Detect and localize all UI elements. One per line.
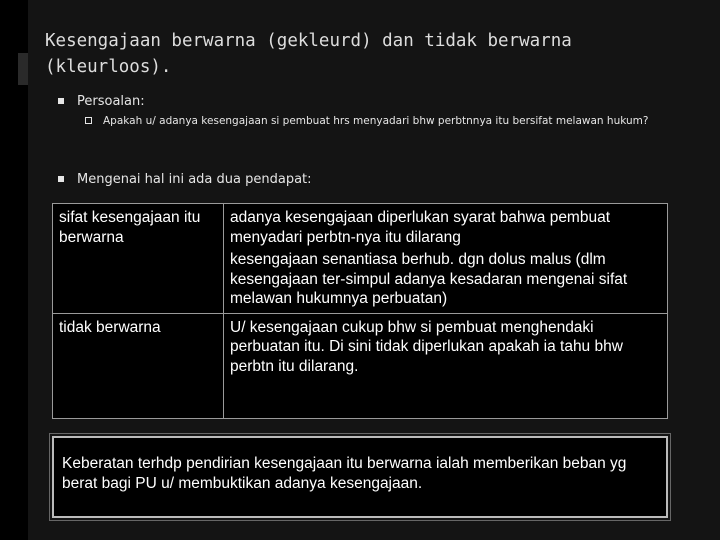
table-cell-description [224,313,668,418]
table-row [53,313,668,418]
title-line-2: (kleurloos). [45,57,172,77]
cell-paragraph: U/ kesengajaan cukup bhw si pembuat menghendaki perbuatan itu. Di sini tidak diperlukan apakah ia tahu bhw perbtn itu dilarang. [230,318,623,375]
slide-title [45,28,645,80]
cell-paragraph: kesengajaan senantiasa berhub. dgn dolus malus (dlm kesengajaan ter-simpul adanya kesadaran mengenai sifat melawan hukumnya perbuatan) [230,251,628,307]
table-cell-label: tidak berwarna [53,313,224,418]
table-cell-description [224,204,668,314]
title-accent-bar [18,53,28,85]
footer-note-box: Keberatan terhdp pendirian kesengajaan itu berwarna ialah memberikan beban yg berat bagi PU u/ membuktikan adanya kesengajaan. [52,436,668,518]
bullet-text: Mengenai hal ini ada dua pendapat: [77,172,312,187]
square-bullet-icon [58,176,64,182]
sub-bullet-text: Apakah u/ adanya kesengajaan si pembuat hrs menyadari bhw perbtnnya itu bersifat melawan hukum? [103,115,649,127]
bullet-text: Persoalan: [77,94,145,109]
cell-paragraph: adanya kesengajaan diperlukan syarat bahwa pembuat menyadari perbtn-nya itu dilarang [230,209,611,246]
title-line-1: Kesengajaan berwarna (gekleurd) dan tidak berwarna [45,31,572,51]
hollow-square-bullet-icon [85,117,92,124]
table-row [53,204,668,314]
table-cell-label: sifat kesengajaan itu berwarna [53,204,224,314]
opinion-table [52,203,668,419]
square-bullet-icon [58,98,64,104]
